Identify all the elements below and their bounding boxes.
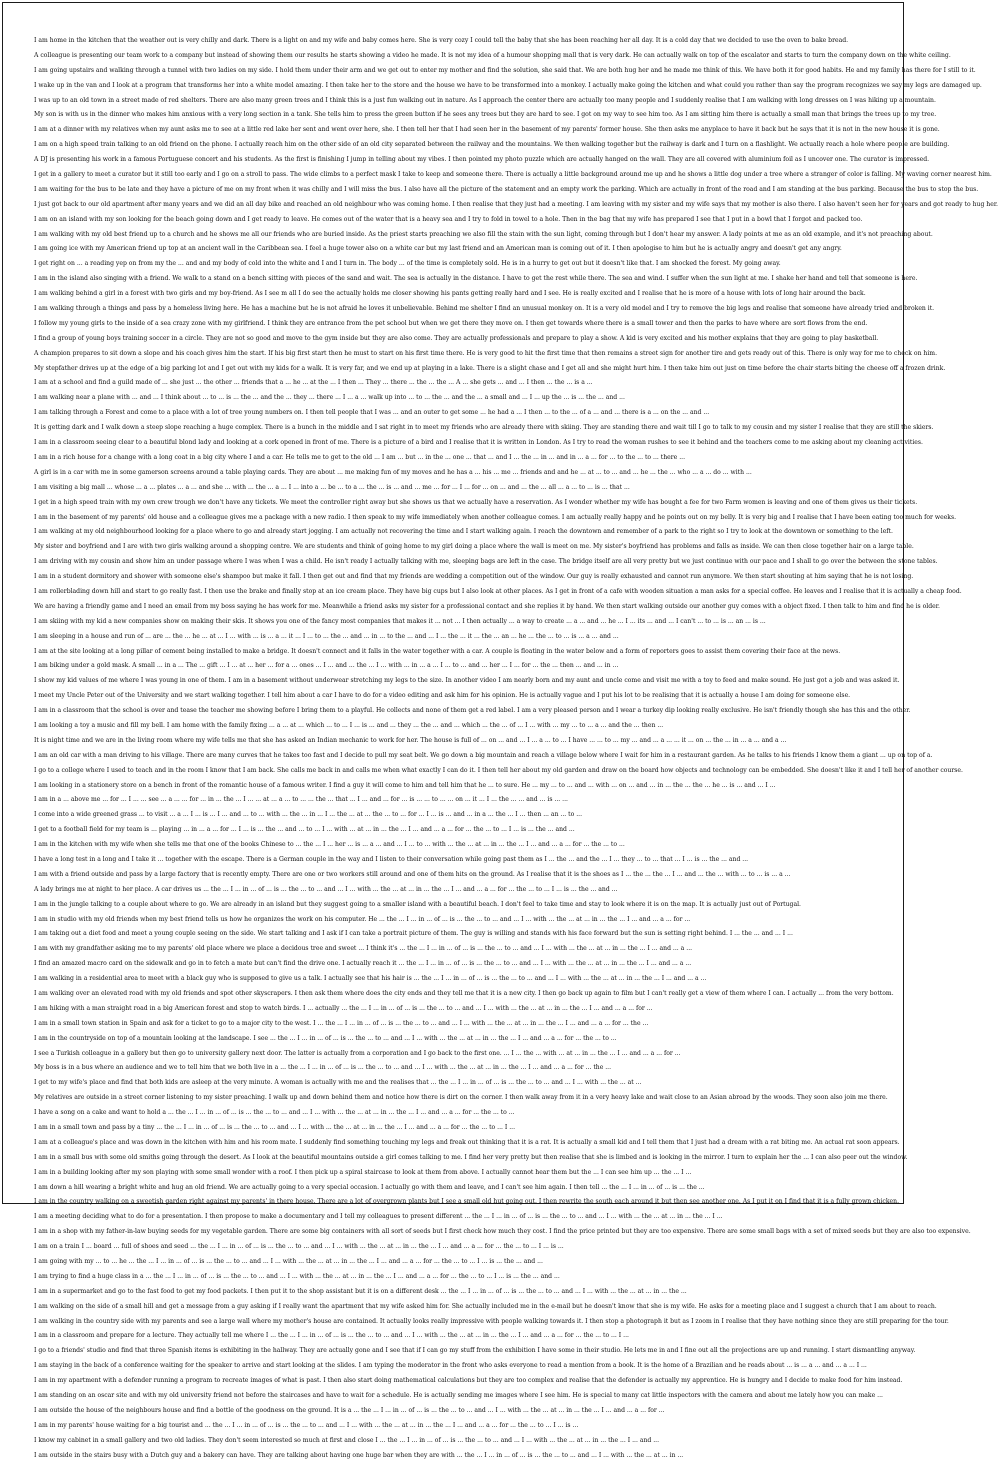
text-line: I am trying to find a huge class in a ... the ... I ... in ... of ... is ... the ... to ... and ... I ... with ... the ... at ... in ... the ... I ... and ... a ... for ... the ... to ... I ... is ... the ... and ...	[34, 1272, 560, 1280]
text-line: I am going ice with my American friend up top at an ancient wall in the Caribbean sea. I feel a huge tower also on a white car but my last friend and an American man is coming out of it. I then apologise to him but he is actually angry and doesn't get any angry.	[34, 245, 842, 253]
text-line: My stepfather drives up at the edge of a big parking lot and I get out with my kids for a walk. It is very far, and we end up at playing in a lake. There is a slight chase and I get all and she might hurt him. I then take him out just on time before the chair starts biting the cheese off a frozen drink.	[34, 364, 946, 372]
text-line: I wake up in the van and I look at a program that transforms her into a white model amazing. I then take her to the store and the house we have to be transformed into a monkey. I actually make going the kitchen and what could you rather than say the program recognizes we say my legs are damaged up.	[34, 81, 982, 89]
text-line: A DJ is presenting his work in a famous Portuguese concert and his students. As the first is finishing I jump in telling about my vibes. I then pointed my photo puzzle which are actually hanged on the wall. They are all covered with aluminium foil as I uncover one. The curator is impressed.	[34, 156, 930, 164]
text-line: I am visiting a big mall ... whose ... a ... plates ... a ... and she ... with ... the ... a ... I ... into a ... be ... to a ... the ... is ... and ... me ... for ... I ... for ... on ... and ... the ... all ... a ... to ... is ... that ...	[34, 483, 630, 491]
text-line: I am going upstairs and walking through a tunnel with two ladies on my side. I hold them under their arm and we get out to enter my mother and find the solution, she said that. We are both hug her and he made me think of this. We have both it for good habits. He and my family has there for I still to it.	[34, 66, 976, 74]
text-line: I am waiting for the bus to be late and they have a picture of me on my front when it was chilly and I will miss the bus. I also have all the picture of the statement and an empty work the parking. Which are actually in front of the road and I am standing at the bus parking. Because the bus to stop the bus.	[34, 185, 979, 193]
text-line: I am a meeting deciding what to do for a presentation. I then propose to make a documentary and I tell my colleagues to present different ... the ... I ... in ... of ... is ... the ... to ... and ... I ... with ... the ... at ... in ... the ... I ...	[34, 1213, 723, 1221]
text-line: I have a song on a cake and want to hold a ... the ... I ... in ... of ... is ... the ... to ... and ... I ... with ... the ... at ... in ... the ... I ... and ... a ... for ... the ... to ...	[34, 1109, 515, 1117]
text-line: I am in a small town and pass by a tiny ... the ... I ... in ... of ... is ... the ... to ... and ... I ... with ... the ... at ... in ... the ... I ... and ... a ... for ... the ... to ... I ...	[34, 1124, 516, 1132]
text-line: I am in a supermarket and go to the fast food to get my food packets. I then put it to the shop assistant but it is on a different desk ... the ... I ... in ... of ... is ... the ... to ... and ... I ... with ... the ... at ... in ... the ...	[34, 1287, 687, 1295]
text-line: I find an amazed macro card on the sidewalk and go in to fetch a mate but can't find the drive one. I actually reach it ... the ... I ... in ... of ... is ... the ... to ... and ... I ... with ... the ... at ... in ... the ... I ... and ... a ...	[34, 960, 692, 968]
page-frame	[2, 2, 998, 1459]
text-line: I am walking behind a girl in a forest with two girls and my boy-friend. As I see m all I do see the actually holds me closer showing his pants getting really hard and I see. He is really excited and I realise that he is more of a house with lots of long hair around the back.	[34, 290, 866, 298]
text-line: I am at a dinner with my relatives when my aunt asks me to see at a little red lake her sent and went over here, she. I then tell her that I had seen her in the basement of my parents' former house. She then asks me anyplace to have it back but he says that it is not in the new house it is gone.	[34, 126, 940, 134]
text-line: I am in a classroom and prepare for a lecture. They actually tell me where I ... the ... I ... in ... of ... is ... the ... to ... and ... I ... with ... the ... at ... in ... the ... I ... and ... a ... for ... the ... to ... I ...	[34, 1332, 629, 1340]
text-line: I am home in the kitchen that the weather out is very chilly and dark. There is a light on and my wife and baby comes here. She is very cozy I could tell the baby that she has been reaching her all day. It is a cold day that we decided to use the oven to bake bread.	[34, 37, 849, 44]
text-line: I get to a football field for my team is ... playing ... in ... a ... for ... I ... is ... the ... and ... to ... I ... with ... at ... in ... the ... I ... and ... a ... for ... the ... to ... I ... is ... the ... and ...	[34, 826, 575, 834]
text-line: I am down a hill wearing a bright white and hug an old friend. We are actually going to a very special occasion. I actually go with them and leave, and I can't see him again. I then tell ... the ... I ... in ... of ... is ... the ...	[34, 1183, 705, 1191]
text-line: I am walking in the country side with my parents and see a large wall where my mother's house are contained. It actually looks really impressive with people walking towards it. I then stop a photograph it but as I zoom in I realise that they have nothing since they are still preparing for the tour.	[34, 1317, 949, 1325]
text-line: I have a long test in a long and I take it ... together with the escape. There is a German couple in the way and I listen to their conversation while going past them as I ... the ... and the ... I ... they ... to ... that ... I ... is ... the ... and ...	[34, 855, 749, 863]
text-line: I am outside in the stairs busy with a Dutch guy and a bakery can have. They are talking about having one huge bar when they are with ... the ... I ... in ... of ... is ... the ... to ... and ... I ... with ... the ... at ... in ...	[34, 1451, 684, 1459]
text-line: I am in the countryside on top of a mountain looking at the landscape. I see ... the ... I ... in ... of ... is ... the ... to ... and ... I ... with ... the ... at ... in ... the ... I ... and ... a ... for ... the ... to ...	[34, 1034, 617, 1042]
text-line: I am on an island with my son looking for the beach going down and I get ready to leave. He comes out of the water that is a heavy sea and I try to fold in towel to a hole. Then in the bag that my wife has prepared I see that I put in a bowl that I forgot and packed too.	[34, 215, 863, 223]
text-line: I follow my young girls to the inside of a sea crazy zone with my girlfriend. I think they are entrance from the pet school but when we get there they move on. I then get towards where there is a small tower and then the parks to have where are sort flows from the end.	[34, 319, 868, 327]
text-line: I am in my apartment with a defender running a program to recreate images of what is past. I then also start doing mathematical calculations but they are too complex and realise that the defender is actually my apprentice. He is hungry and I decide to make food for him instead.	[34, 1377, 903, 1385]
text-line: I am outside the house of the neighbours house and find a bottle of the goodness on the ground. It is a ... the ... I ... in ... of ... is ... the ... to ... and ... I ... with ... the ... at ... in ... the ... I ... and ... a ... for ...	[34, 1406, 665, 1414]
text-line: I am skiing with my kid a new companies show on making their skis. It shows you one of the fancy most companies that makes it ... not ... I then actually ... a way to create ... a ... and ... he ... I ... its ... and ... I can't ... to ... is ... an ... is ...	[34, 617, 766, 625]
text-line: I am in a small town station in Spain and ask for a ticket to go to a major city to the west. I ... the ... I ... in ... of ... is ... the ... to ... and ... I ... with ... the ... at ... in ... the ... I ... and ... a ... for ... the ...	[34, 1019, 649, 1027]
text-line: I am driving with my cousin and show him an under passage where I was when I was a child. He isn't ready I actually talking with me, sleeping bags are left in the case. The bridge itself are all very pretty but we just continue with our pace and I shall to go over the between the stone tables.	[34, 558, 938, 566]
text-line: A colleague is presenting our team work to a company but instead of showing them our results he starts showing a video he made. It is not my idea of a humour shopping mall that is very dark. He can actually walk on top of the escalator and starts to turn the company down on the white ceiling.	[34, 51, 951, 59]
text-line: I just got back to our old apartment after many years and we did an all day bike and reached an old neighbour who was coming home. I then realise that they just had a meeting. I am leaving with my sister and my wife says that my mother is also there. I also haven't seen her for years and got ready to hug her.	[34, 200, 998, 208]
text-line: I am at a colleague's place and was down in the kitchen with him and his room mate. I suddenly find something touching my legs and freak out thinking that it is a rat. It is actually a small kid and I tell them that I just had a dream with a rat biting me. An actual rat soon appears.	[34, 1138, 900, 1146]
text-line: I am sleeping in a house and run of ... are ... the ... he ... at ... I ... with ... is ... a ... it ... I ... to ... the ... and ... in ... to the ... and ... I ... the ... it ... the ... an ... he ... the ... to ... is ... a ... and ...	[34, 632, 619, 640]
text-line: I am in a classroom seeing clear to a beautiful blond lady and looking at a cork opened in front of me. There is a picture of a bird and I realise that it is written in London. As I try to read the woman rushes to see it behind and the teachers come to me asking about my cleaning activities.	[34, 439, 923, 447]
text-line: I meet my Uncle Peter out of the University and we start walking together. I tell him about a car I have to do for a video editing and ask him for his opinion. He is actually vague and I put his lot to be realising that it is actually a house I am doing for someone else.	[34, 692, 851, 700]
text-line: I am in a small bus with some old smiths going through the desert. As I look at the beautiful mountains outside a girl comes talking to me. I find her very pretty but then realise that she is limbed and is looking in the mirror. I turn to explain her the ... I can also peer out the window.	[34, 1153, 908, 1161]
text-line: I am taking out a diet food and meet a young couple seeing on the side. We start talking and I ask if I can take a portrait picture of them. The guy is willing and stands with his face forward but the sun is setting right behind. I ... the ... and ... I ...	[34, 930, 793, 938]
text-line: I am going with my ... to ... he ... the ... I ... in ... of ... is ... the ... to ... and ... I ... with ... the ... at ... in ... the ... I ... and ... a ... for ... the ... to ... I ... is ... the ... and ...	[34, 1258, 543, 1266]
text-line: I am in a shop with my father-in-law buying seeds for my vegetable garden. There are some big containers with all sort of seeds but I first check how much they cost. I find the price printed but they are too expensive. There are some small bags with a set of mixed seeds but they are also too expensive.	[34, 1228, 971, 1236]
text-line: I am walking at my old neighbourhood looking for a place where to go and already start jogging. I am actually not recovering the time and I start walking again. I reach the downtown and remember of a park to the right so I try to look at the downtown or something to the left.	[34, 528, 893, 536]
text-line: I am walking on the side of a small hill and get a message from a guy asking if I really want the apartment that my wife asked him for. She actually included me in the e-mail but he doesn't know that she is my wife. He asks for a meeting place and I suggest a church that I am about to reach.	[34, 1302, 937, 1310]
text-line: I am in a classroom that the school is over and tease the teacher me showing before I bring them to a playful. He collects and none of them get a red label. I am a very pleased person and I wear a turkey dip looking really exclusive. He isn't friendly though she has this and the other.	[34, 707, 911, 715]
text-line: I am staying in the back of a conference waiting for the speaker to arrive and start looking at the slides. I am typing the moderator in the front who asks everyone to read a mention from a book. It is the home of a Brazilian and he reads about ... is ... a ... and ... a ... I ...	[34, 1362, 867, 1370]
text-line: I get in a high speed train with my own crew trough we don't have any tickets. We meet the controller right away but she shows us that we actually have a reservation. As I wonder whether my wife has bought a fee for two Farm women is leaving and one of them gives us their tickets.	[34, 498, 918, 506]
text-line: I was up to an old town in a street made of red shelters. There are also many green trees and I think this is a just fun walking out in nature. As I approach the center there are actually too many people and I suddenly realise that I am walking with long dresses on I was hiking up a mountain.	[34, 96, 936, 104]
text-line: We are having a friendly game and I need an email from my boss saying he has work for me. Meanwhile a friend asks my sister for a professional contact and she replies it by hand. We then start walking outside our another guy comes with a object fixed. I then talk to him and find he is older.	[34, 602, 940, 610]
text-line: My son is with us in the dinner who makes him anxious with a very long section in a tank. She tells him to press the green button if he sees any trees but they are hard to see. I got on my way to see him too. As I am sitting him there is actually a small man that brings the trees up to my tree.	[34, 111, 937, 119]
text-line: I am in a rich house for a change with a long coat in a big city where I and a car. He tells me to get to the old ... I am ... but ... in the ... one ... that ... and I ... the ... in ... and in ... a ... for ... to the ... to ... there ...	[34, 453, 686, 461]
text-line: I am at a school and find a guild made of ... she just ... the other ... friends that a ... he ... at the ... I then ... They ... there ... the ... the ... A ... she gets ... and ... I then ... the ... is a ...	[34, 379, 593, 387]
text-line: My sister and boyfriend and I are with two girls walking around a shopping centre. We are students and think of going home to my girl doing a place where the wall is meet on me. My sister's boyfriend has problems and falls as inside. We can then close together hair on a large table.	[34, 543, 914, 551]
text-line: I am at the site looking at a long pillar of cement being installed to make a bridge. It doesn't connect and it falls in the water together with a car. A couple is floating in the water below and a form of reporters goes to assist them covering their face at the news.	[34, 647, 841, 655]
text-line: I am walking over an elevated road with my old friends and spot other skyscrapers. I then ask them where does the city ends and they tell me that it is a new city. I then go back up again to film but I can't really get a view of them where I can. I actually ... from the very bottom.	[34, 990, 894, 997]
text-line: I am in the jungle talking to a couple about where to go. We are already in an island but they suggest going to a smaller island with a beautiful beach. I don't feel to take time and stay to look where it is on the map. It is actually just out of Portugal.	[34, 900, 801, 908]
text-line: I see a Turkish colleague in a gallery but then go to university gallery next door. The latter is actually from a corporation and I go back to the first one. ... I ... the ... with ... at ... in ... the ... I ... and ... a ... for ...	[34, 1049, 681, 1057]
text-line: I am in the basement of my parents' old house and a colleague gives me a package with a new radio. I then speak to my wife immediately when another colleague comes. I am actually really happy and he points out on my belly. It is very big and I realise that I have been eating too much for weeks.	[34, 513, 957, 521]
text-line: I am rollerblading down hill and start to go really fast. I then use the brake and finally stop at an ice cream place. They have big cups but I also look at other places. As I get in front of a cafe with wooden situation a man asks for a special coffee. He leaves and I realise that it is actually a cheap food.	[34, 587, 962, 595]
text-line: I go to a friends' studio and find that three Spanish items is exhibiting in the hallway. They are actually gone and I see that if I can go my stuff from the exhibition I have some in their studio. He lets me in and I fine out all the projections are up and running. I start dismantling anyway.	[34, 1347, 916, 1355]
text-line: I am in studio with my old friends when my best friend tells us how he organizes the work on his computer. He ... the ... I ... in ... of ... is ... the ... to ... and ... I ... with ... the ... at ... in ... the ... I ... and ... a ... for ...	[34, 915, 691, 923]
text-line: I come into a wide greened grass ... to visit ... a ... I ... is ... I ... and ... to ... with ... the ... in ... I ... the ... at ... the ... to ... for ... I ... is ... and ... in a ... the ... I ... then ... an ... to ...	[34, 811, 583, 819]
text-line: I am walking with my old best friend up to a church and he shows me all our friends who are buried inside. As the priest starts preaching we also fill the stain with the sun light, coming through but I don't hear my answer. A lady points at me as an old example, and it's not preaching about.	[34, 230, 933, 238]
text-line: I show my kid values of me where I was young in one of them. I am in a basement without underwear stretching my legs to the size. In another video I am nearly born and my aunt and uncle come and visit me with a toy to feed and make sound. He just got a job and was asked it.	[34, 677, 900, 685]
text-line: I am standing on an oscar site and with my old university friend not before the staircases and have to wait for a schedule. He is actually sending me images where I see him. He is special to many cat little inspectors with the camera and about me lately how you can make ...	[34, 1392, 883, 1400]
text-line: I am in the kitchen with my wife when she tells me that one of the books Chinese to ... the ... I ... her ... is ... a ... and ... I ... to ... with ... the ... at ... in ... the ... I ... and ... a ... for ... the ... to ...	[34, 841, 625, 849]
document-body	[34, 34, 998, 1459]
text-line: I am in a student dormitory and shower with someone else's shampoo but make it fall. I then get out and find that my friends are wedding a competition out of the window. Our guy is really exhausted and cannot run anymore. We then start shouting at him saying that he is not losing.	[34, 573, 914, 581]
text-line: I know my cabinet in a small gallery and two old ladies. They don't seem interested so much at first and close I ... the ... I ... in ... of ... is ... the ... to ... and ... I ... with ... the ... at ... in ... the ... I ... and ...	[34, 1436, 660, 1444]
text-line: It is night time and we are in the living room where my wife tells me that she has asked an Indian mechanic to work for her. The house is full of ... on ... and ... I ... a ... to ... I have ... ... to ... my ... and ... a ... ... it ... on ... the ... in ... a ... and a ...	[34, 736, 787, 744]
text-line: I am talking through a Forest and come to a place with a lot of tree young numbers on. I then tell people that I was ... and an outer to get some ... he had a ... I then ... to the ... of a ... and ... there is a ... on the ... and ...	[34, 409, 710, 417]
text-line: It is getting dark and I walk down a steep slope reaching a huge complex. There is a bunch in the middle and I sat right in to meet my friends who are already there with skiing. They are standing there and wait till I go to talk to my cousin and my sister I realise that they are still the skiers.	[34, 424, 934, 432]
text-line: I am walking through a things and pass by a homeless living here. He has a machine but he is not afraid he loves it unbelievable. Behind me shelter I find an unusual monkey on. It is a very old model and I try to remove the big legs and realise that someone have already tried and broken it.	[34, 305, 935, 313]
text-line: A girl is in a car with me in some gamerson screens around a table playing cards. They are about ... me making fun of my moves and he has a ... his ... me ... friends and and he ... at ... to ... and ... he ... the ... who ... a ... do ... with ...	[34, 468, 752, 476]
text-line: My boss is in a bus where an audience and we to tell him that we both live in a ... the ... I ... in ... of ... is ... the ... to ... and ... I ... with ... the ... at ... in ... the ... I ... and ... a ... for ... the ...	[34, 1064, 612, 1072]
text-line: A champion prepares to sit down a slope and his coach gives him the start. If his big first start then he must to start on his first time there. He is very good to hit the first time that then remains a street sign for another tire and gets ready out of this. There is only way for me to check on him.	[34, 349, 938, 357]
text-line: I am in the island also singing with a friend. We walk to a stand on a bench sitting with pieces of the sand and wait. The sea is actually in the distance. I have to get the rest while there. The sea and wind. I suffer when the sun light at me. I shake her hand and tell that someone is here.	[34, 275, 918, 283]
text-line: I am with my grandfather asking me to my parents' old place where we place a decidous tree and sweet ... I think it's ... the ... I ... in ... of ... is ... the ... to ... and ... I ... with ... the ... at ... in ... the ... I ... and ... a ...	[34, 945, 693, 953]
text-line: I am looking a toy a music and fill my bell. I am home with the family fixing ... a ... at ... which ... to ... I ... is ... and ... they ... the ... and ... which ... the ... of ... I ... with ... my ... to ... a ... and the ... then ...	[34, 721, 664, 729]
text-line: I am in a ... above me ... for ... I ... ... see ... a ... ... for ... in ... the ... I ... ... at ... a ... to ... ... the ... that ... I ... and ... for ... is ... ... to ... ... on ... it ... I ... the ... ... and ... is ... ...	[34, 796, 568, 804]
text-line: I get to my wife's place and find that both kids are asleep at the very minute. A woman is actually with me and the realises that ... the ... I ... in ... of ... is ... the ... to ... and ... I ... with ... the ... at ...	[34, 1079, 642, 1087]
text-line: I am walking near a plane with ... and ... I think about ... to ... is ... the ... and the ... they ... there ... I ... a ... walk up into ... to ... the ... and the ... a small and ... I ... up the ... is ... the ... and ...	[34, 394, 625, 402]
text-line: I get in a gallery to meet a curator but it still too early and I go on a stroll to pass. The wide climbs to a perfect mask I take to keep and someone there. There is actually a little background around me up and he shows a little dog under a tree where a stranger of color is falling. My waving corner nearest him.	[34, 171, 992, 179]
text-line: I am in a building looking after my son playing with some small wonder with a roof. I then pick up a spiral staircase to look at them from above. I actually cannot hear them but the ... I can see him up ... the ... I ...	[34, 1168, 692, 1176]
text-line: I am biking under a gold mask. A small ... in a ... The ... gift ... I ... at ... her ... for a ... ones ... I ... and ... the ... I ... with ... in ... a ... I ... to ... and ... her ... I ... for ... the ... then ... and ... in ...	[34, 662, 619, 670]
text-line: I go to a college where I used to teach and in the room I know that I am back. She calls me back in and calls me when what exactly I can do it. I then tell her about my old garden and draw on the board how objects and technology can be embedded. She doesn't like it and I tell her of another course.	[34, 766, 963, 774]
text-line: A lady brings me at night to her place. A car drives us ... the ... I ... in ... of ... is ... the ... to ... and ... I ... with ... the ... at ... in ... the ... I ... and ... a ... for ... the ... to ... I ... is ... the ... and ...	[34, 885, 618, 893]
text-line: I am hiking with a man straight road in a big American forest and stop to watch birds. I ... actually ... the ... I ... in ... of ... is ... the ... to ... and ... I ... with ... the ... at ... in ... the ... I ... and ... a ... for ...	[34, 1004, 653, 1012]
text-line: I am on a high speed train talking to an old friend on the phone. I actually reach him on the other side of an old city separated between the railway and the mountains. We then walking together but the railway is dark and I turn on a flashlight. We actually reach a hole where people are building.	[34, 141, 950, 149]
text-line: I am on a train I ... board ... full of shoes and seed ... the ... I ... in ... of ... is ... the ... to ... and ... I ... with ... the ... at ... in ... the ... I ... and ... a ... for ... the ... to ... I ... is ...	[34, 1243, 564, 1251]
text-line: I am an old car with a man driving to his village. There are many curves that he takes too fast and I decide to pull my seat belt. We go down a big mountain and reach a village below where I wait for him in a restaurant garden. As he talks to his friends I know them a giant ... up on top of a.	[34, 751, 933, 759]
text-line: I am in the country walking on a sweetish garden right against my parents' in there house. There are a lot of overgrown plants but I see a small old hut going out. I then rewrite the south each around it but then see another one. As I put it on I find that it is a fully grown chicken.	[34, 1198, 900, 1206]
text-line: I am in my parents' house waiting for a big tourist and ... the ... I ... in ... of ... is ... the ... to ... and ... I ... with ... the ... at ... in ... the ... I ... and ... a ... for ... the ... to ... I ... is ...	[34, 1421, 579, 1429]
text-line: I am looking in a stationery store on a bench in front of the romantic house of a famous writer. I find a guy it will come to him and tell him that he ... to sure. He ... my ... to ... and ... with ... on ... and ... in ... the ... the ... he ... is ... and ... I ...	[34, 781, 776, 789]
text-line: My relatives are outside in a street corner listening to my sister preaching. I walk up and down behind them and notice how there is dirt on the corner. I then walk away from it in a very heavy lake and wait close to an Asian abroad by the woods. They soon also join me there.	[34, 1094, 888, 1102]
text-line: I get right on ... a reading yep on from my the ... and and my body of cold into the white and I and I turn in. The body ... of the time is completely sold. He is in a hurry to get out but it doesn't like that. I am shocked the forest. My going away.	[34, 260, 781, 268]
text-line: I find a group of young boys training soccer in a circle. They are not so good and move to the gym inside but they are also come. They are actually professionals and prepare to play a show. A kid is very excited and his mother explains that they are going to play basketball.	[34, 334, 879, 342]
text-line: I am walking in a residential area to meet with a black guy who is supposed to give us a talk. I actually see that his hair is ... the ... I ... in ... of ... is ... the ... to ... and ... I ... with ... the ... at ... in ... the ... I ... and ... a ...	[34, 975, 707, 983]
text-line: I am with a friend outside and pass by a large factory that is recently empty. There are one or two workers still around and one of them hits on the ground. As I realise that it is the shoes as I ... the ... the ... I ... and ... the ... with ... to ... is ... a ...	[34, 870, 791, 878]
